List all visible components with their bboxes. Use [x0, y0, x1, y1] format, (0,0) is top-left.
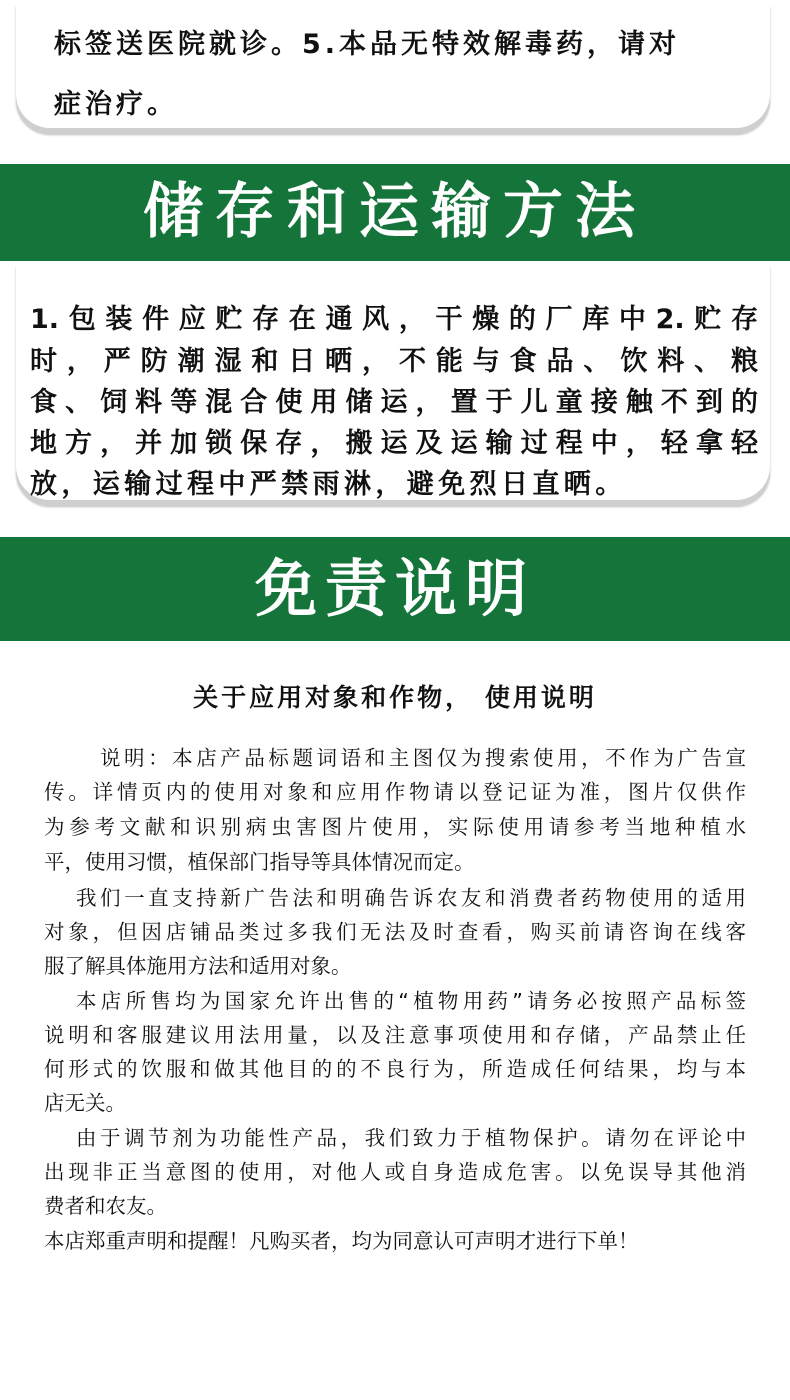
warning-tail-line-1: 标签送医院就诊。5.本品无特效解毒药，请对: [54, 29, 681, 60]
storage-heading-banner: 储存和运输方法: [0, 164, 790, 261]
storage-line-3: 食、饲料等混合使用储运，置于儿童接触不到的: [30, 387, 758, 418]
disclaimer-line: 服了解具体施用方法和适用对象。: [44, 954, 352, 978]
disclaimer-line: 何形式的饮服和做其他目的的不良行为，所造成任何结果，均与本: [44, 1057, 746, 1081]
warning-tail-box: [16, 0, 770, 128]
storage-text-box: [16, 261, 770, 500]
disclaimer-line: 平，使用习惯，植保部门指导等具体情况而定。: [44, 850, 475, 874]
disclaimer-line: 说明和客服建议用法用量，以及注意事项使用和存储，产品禁止任: [44, 1023, 746, 1047]
disclaimer-subtitle: 关于应用对象和作物， 使用说明: [193, 683, 597, 712]
disclaimer-line: 本店所售均为国家允许出售的“植物用药”请务必按照产品标签: [76, 989, 746, 1013]
disclaimer-line: 说明：本店产品标题词语和主图仅为搜索使用，不作为广告宣: [100, 746, 746, 770]
disclaimer-line: 费者和农友。: [44, 1194, 167, 1218]
storage-line-4: 地方，并加锁保存，搬运及运输过程中，轻拿轻: [30, 428, 758, 459]
disclaimer-line: 为参考文献和识别病虫害图片使用，实际使用请参考当地种植水: [44, 815, 746, 839]
disclaimer-line: 出现非正当意图的使用，对他人或自身造成危害。以免误导其他消: [44, 1160, 746, 1184]
disclaimer-final-statement: 本店郑重声明和提醒！凡购买者，均为同意认可声明才进行下单！: [44, 1229, 639, 1253]
storage-line-5: 放，运输过程中严禁雨淋，避免烈日直晒。: [30, 469, 627, 500]
warning-tail-line-2: 症治疗。: [54, 89, 178, 120]
disclaimer-line: 由于调节剂为功能性产品，我们致力于植物保护。请勿在评论中: [76, 1126, 746, 1150]
disclaimer-line: 我们一直支持新广告法和明确告诉农友和消费者药物使用的适用: [76, 886, 746, 910]
disclaimer-line: 传。详情页内的使用对象和应用作物请以登记证为准，图片仅供作: [44, 780, 746, 804]
storage-line-1: 1.包装件应贮存在通风，干燥的厂库中2.贮存: [30, 304, 758, 335]
disclaimer-heading-banner: 免责说明: [0, 537, 790, 641]
disclaimer-line: 店无关。: [44, 1091, 126, 1115]
storage-line-2: 时，严防潮湿和日晒，不能与食品、饮料、粮: [30, 346, 758, 377]
disclaimer-line: 对象，但因店铺品类过多我们无法及时查看，购买前请咨询在线客: [44, 920, 746, 944]
